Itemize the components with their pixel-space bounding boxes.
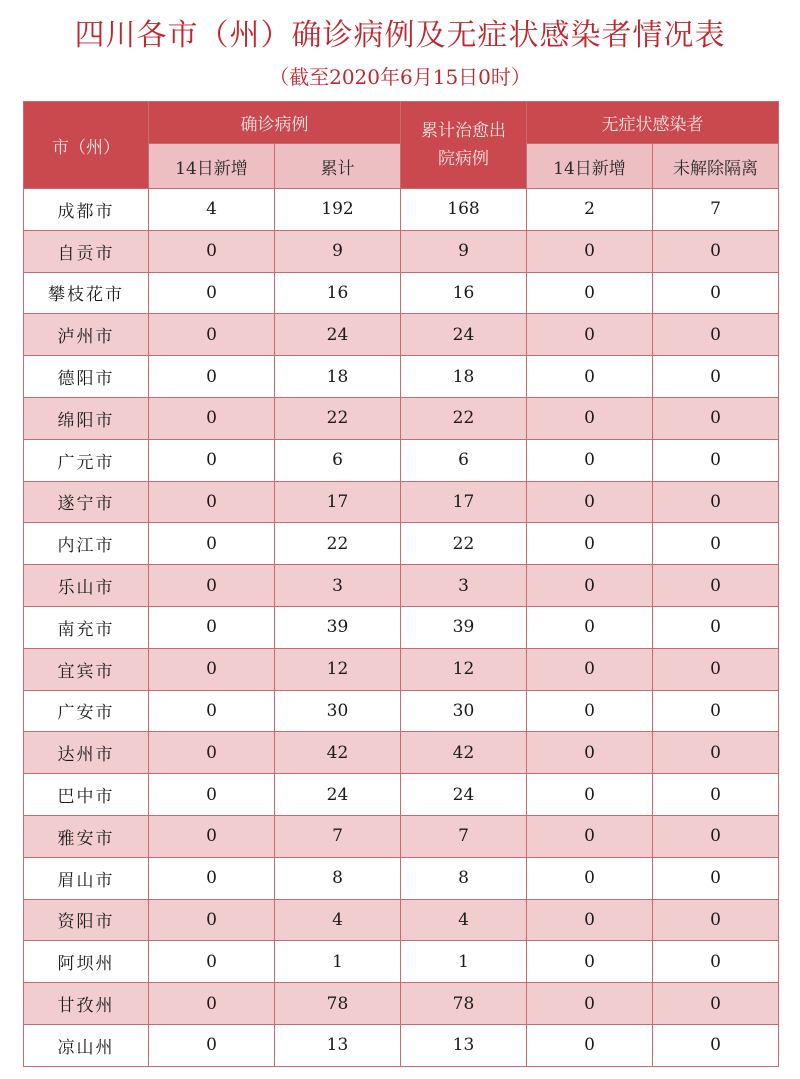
cell-city: 广元市 bbox=[24, 439, 149, 481]
cell-asym-new-14: 0 bbox=[527, 230, 653, 272]
table-row bbox=[24, 481, 779, 523]
cell-new-14: 0 bbox=[149, 481, 275, 523]
stats-table bbox=[23, 101, 779, 1067]
cell-new-14: 0 bbox=[149, 523, 275, 565]
cell-asym-isolated: 0 bbox=[653, 230, 779, 272]
cell-city: 绵阳市 bbox=[24, 397, 149, 439]
table-row bbox=[24, 1024, 779, 1066]
cell-city: 泸州市 bbox=[24, 314, 149, 356]
header-recovered-label: 累计治愈出院病例 bbox=[420, 121, 506, 169]
page-title: 四川各市（州）确诊病例及无症状感染者情况表 bbox=[74, 18, 726, 53]
cell-recovered: 30 bbox=[401, 690, 527, 732]
cell-asym-new-14: 2 bbox=[527, 189, 653, 231]
table-row bbox=[24, 189, 779, 231]
cell-asym-new-14: 0 bbox=[527, 356, 653, 398]
cell-cumulative: 22 bbox=[275, 523, 401, 565]
cell-new-14: 0 bbox=[149, 272, 275, 314]
cell-new-14: 0 bbox=[149, 732, 275, 774]
cell-cumulative: 4 bbox=[275, 899, 401, 941]
header-recovered bbox=[401, 102, 527, 189]
cell-recovered: 8 bbox=[401, 857, 527, 899]
cell-cumulative: 12 bbox=[275, 648, 401, 690]
cell-cumulative: 6 bbox=[275, 439, 401, 481]
table-row bbox=[24, 774, 779, 816]
cell-city: 南充市 bbox=[24, 606, 149, 648]
table-row bbox=[24, 899, 779, 941]
cell-cumulative: 13 bbox=[275, 1024, 401, 1066]
cell-recovered: 13 bbox=[401, 1024, 527, 1066]
cell-city: 雅安市 bbox=[24, 815, 149, 857]
cell-asym-isolated: 0 bbox=[653, 606, 779, 648]
cell-asym-new-14: 0 bbox=[527, 941, 653, 983]
cell-cumulative: 18 bbox=[275, 356, 401, 398]
table-row bbox=[24, 565, 779, 607]
cell-asym-isolated: 0 bbox=[653, 774, 779, 816]
table-row bbox=[24, 648, 779, 690]
cell-cumulative: 16 bbox=[275, 272, 401, 314]
header-confirmed-group: 确诊病例 bbox=[149, 102, 401, 144]
cell-recovered: 18 bbox=[401, 356, 527, 398]
cell-cumulative: 24 bbox=[275, 774, 401, 816]
cell-new-14: 0 bbox=[149, 815, 275, 857]
cell-asym-new-14: 0 bbox=[527, 314, 653, 356]
cell-asym-isolated: 0 bbox=[653, 732, 779, 774]
cell-recovered: 22 bbox=[401, 397, 527, 439]
cell-new-14: 0 bbox=[149, 941, 275, 983]
cell-asym-new-14: 0 bbox=[527, 481, 653, 523]
cell-asym-new-14: 0 bbox=[527, 648, 653, 690]
cell-asym-new-14: 0 bbox=[527, 690, 653, 732]
cell-city: 广安市 bbox=[24, 690, 149, 732]
header-asym-group: 无症状感染者 bbox=[527, 102, 779, 144]
cell-new-14: 4 bbox=[149, 189, 275, 231]
cell-asym-isolated: 0 bbox=[653, 815, 779, 857]
cell-cumulative: 24 bbox=[275, 314, 401, 356]
cell-city: 德阳市 bbox=[24, 356, 149, 398]
cell-city: 资阳市 bbox=[24, 899, 149, 941]
cell-recovered: 9 bbox=[401, 230, 527, 272]
cell-city: 自贡市 bbox=[24, 230, 149, 272]
cell-city: 宜宾市 bbox=[24, 648, 149, 690]
table-row bbox=[24, 690, 779, 732]
cell-asym-isolated: 7 bbox=[653, 189, 779, 231]
cell-asym-isolated: 0 bbox=[653, 565, 779, 607]
cell-asym-isolated: 0 bbox=[653, 648, 779, 690]
cell-cumulative: 78 bbox=[275, 983, 401, 1025]
cell-asym-new-14: 0 bbox=[527, 523, 653, 565]
cell-recovered: 4 bbox=[401, 899, 527, 941]
cell-recovered: 42 bbox=[401, 732, 527, 774]
cell-recovered: 24 bbox=[401, 314, 527, 356]
cell-new-14: 0 bbox=[149, 606, 275, 648]
cell-asym-isolated: 0 bbox=[653, 1024, 779, 1066]
cell-city: 内江市 bbox=[24, 523, 149, 565]
cell-city: 眉山市 bbox=[24, 857, 149, 899]
cell-asym-isolated: 0 bbox=[653, 481, 779, 523]
page-subtitle: （截至2020年6月15日0时） bbox=[269, 65, 531, 89]
cell-city: 达州市 bbox=[24, 732, 149, 774]
table-row bbox=[24, 439, 779, 481]
cell-city: 阿坝州 bbox=[24, 941, 149, 983]
cell-city: 巴中市 bbox=[24, 774, 149, 816]
cell-asym-new-14: 0 bbox=[527, 397, 653, 439]
cell-cumulative: 192 bbox=[275, 189, 401, 231]
cell-asym-isolated: 0 bbox=[653, 983, 779, 1025]
cell-city: 甘孜州 bbox=[24, 983, 149, 1025]
header-new-14: 14日新增 bbox=[149, 144, 275, 189]
table-row bbox=[24, 230, 779, 272]
cell-asym-isolated: 0 bbox=[653, 397, 779, 439]
cell-new-14: 0 bbox=[149, 230, 275, 272]
cell-asym-isolated: 0 bbox=[653, 314, 779, 356]
cell-cumulative: 42 bbox=[275, 732, 401, 774]
table-row bbox=[24, 732, 779, 774]
cell-recovered: 39 bbox=[401, 606, 527, 648]
cell-new-14: 0 bbox=[149, 314, 275, 356]
cell-cumulative: 17 bbox=[275, 481, 401, 523]
cell-cumulative: 30 bbox=[275, 690, 401, 732]
table-row bbox=[24, 606, 779, 648]
table-row bbox=[24, 983, 779, 1025]
cell-recovered: 168 bbox=[401, 189, 527, 231]
cell-asym-new-14: 0 bbox=[527, 857, 653, 899]
cell-city: 成都市 bbox=[24, 189, 149, 231]
cell-city: 遂宁市 bbox=[24, 481, 149, 523]
cell-asym-isolated: 0 bbox=[653, 941, 779, 983]
table-row bbox=[24, 314, 779, 356]
cell-asym-new-14: 0 bbox=[527, 439, 653, 481]
table-header bbox=[24, 102, 779, 189]
cell-recovered: 78 bbox=[401, 983, 527, 1025]
cell-new-14: 0 bbox=[149, 899, 275, 941]
cell-new-14: 0 bbox=[149, 1024, 275, 1066]
cell-new-14: 0 bbox=[149, 439, 275, 481]
cell-new-14: 0 bbox=[149, 356, 275, 398]
cell-recovered: 7 bbox=[401, 815, 527, 857]
cell-recovered: 17 bbox=[401, 481, 527, 523]
cell-asym-isolated: 0 bbox=[653, 523, 779, 565]
cell-asym-new-14: 0 bbox=[527, 774, 653, 816]
cell-recovered: 3 bbox=[401, 565, 527, 607]
header-asym-isolated: 未解除隔离 bbox=[653, 144, 779, 189]
cell-asym-new-14: 0 bbox=[527, 983, 653, 1025]
cell-new-14: 0 bbox=[149, 857, 275, 899]
cell-cumulative: 1 bbox=[275, 941, 401, 983]
cell-new-14: 0 bbox=[149, 397, 275, 439]
table-row bbox=[24, 397, 779, 439]
cell-cumulative: 22 bbox=[275, 397, 401, 439]
table-row bbox=[24, 356, 779, 398]
cell-asym-isolated: 0 bbox=[653, 356, 779, 398]
cell-recovered: 1 bbox=[401, 941, 527, 983]
cell-asym-isolated: 0 bbox=[653, 690, 779, 732]
cell-recovered: 24 bbox=[401, 774, 527, 816]
table-body bbox=[24, 189, 779, 1067]
cell-city: 凉山州 bbox=[24, 1024, 149, 1066]
cell-asym-isolated: 0 bbox=[653, 899, 779, 941]
cell-asym-new-14: 0 bbox=[527, 565, 653, 607]
header-city: 市（州） bbox=[24, 102, 149, 189]
cell-new-14: 0 bbox=[149, 774, 275, 816]
cell-cumulative: 39 bbox=[275, 606, 401, 648]
cell-recovered: 22 bbox=[401, 523, 527, 565]
cell-asym-new-14: 0 bbox=[527, 606, 653, 648]
cell-cumulative: 9 bbox=[275, 230, 401, 272]
table-row bbox=[24, 523, 779, 565]
table-row bbox=[24, 857, 779, 899]
cell-asym-new-14: 0 bbox=[527, 899, 653, 941]
table-row bbox=[24, 815, 779, 857]
cell-asym-new-14: 0 bbox=[527, 732, 653, 774]
cell-cumulative: 3 bbox=[275, 565, 401, 607]
cell-new-14: 0 bbox=[149, 983, 275, 1025]
table-row bbox=[24, 941, 779, 983]
cell-city: 攀枝花市 bbox=[24, 272, 149, 314]
cell-new-14: 0 bbox=[149, 648, 275, 690]
cell-new-14: 0 bbox=[149, 565, 275, 607]
table-row bbox=[24, 272, 779, 314]
cell-asym-new-14: 0 bbox=[527, 815, 653, 857]
cell-cumulative: 7 bbox=[275, 815, 401, 857]
cell-asym-new-14: 0 bbox=[527, 272, 653, 314]
header-asym-new-14: 14日新增 bbox=[527, 144, 653, 189]
header-cumulative: 累计 bbox=[275, 144, 401, 189]
cell-recovered: 12 bbox=[401, 648, 527, 690]
cell-recovered: 6 bbox=[401, 439, 527, 481]
cell-new-14: 0 bbox=[149, 690, 275, 732]
cell-cumulative: 8 bbox=[275, 857, 401, 899]
cell-city: 乐山市 bbox=[24, 565, 149, 607]
cell-asym-isolated: 0 bbox=[653, 272, 779, 314]
cell-asym-new-14: 0 bbox=[527, 1024, 653, 1066]
cell-asym-isolated: 0 bbox=[653, 857, 779, 899]
cell-recovered: 16 bbox=[401, 272, 527, 314]
cell-asym-isolated: 0 bbox=[653, 439, 779, 481]
